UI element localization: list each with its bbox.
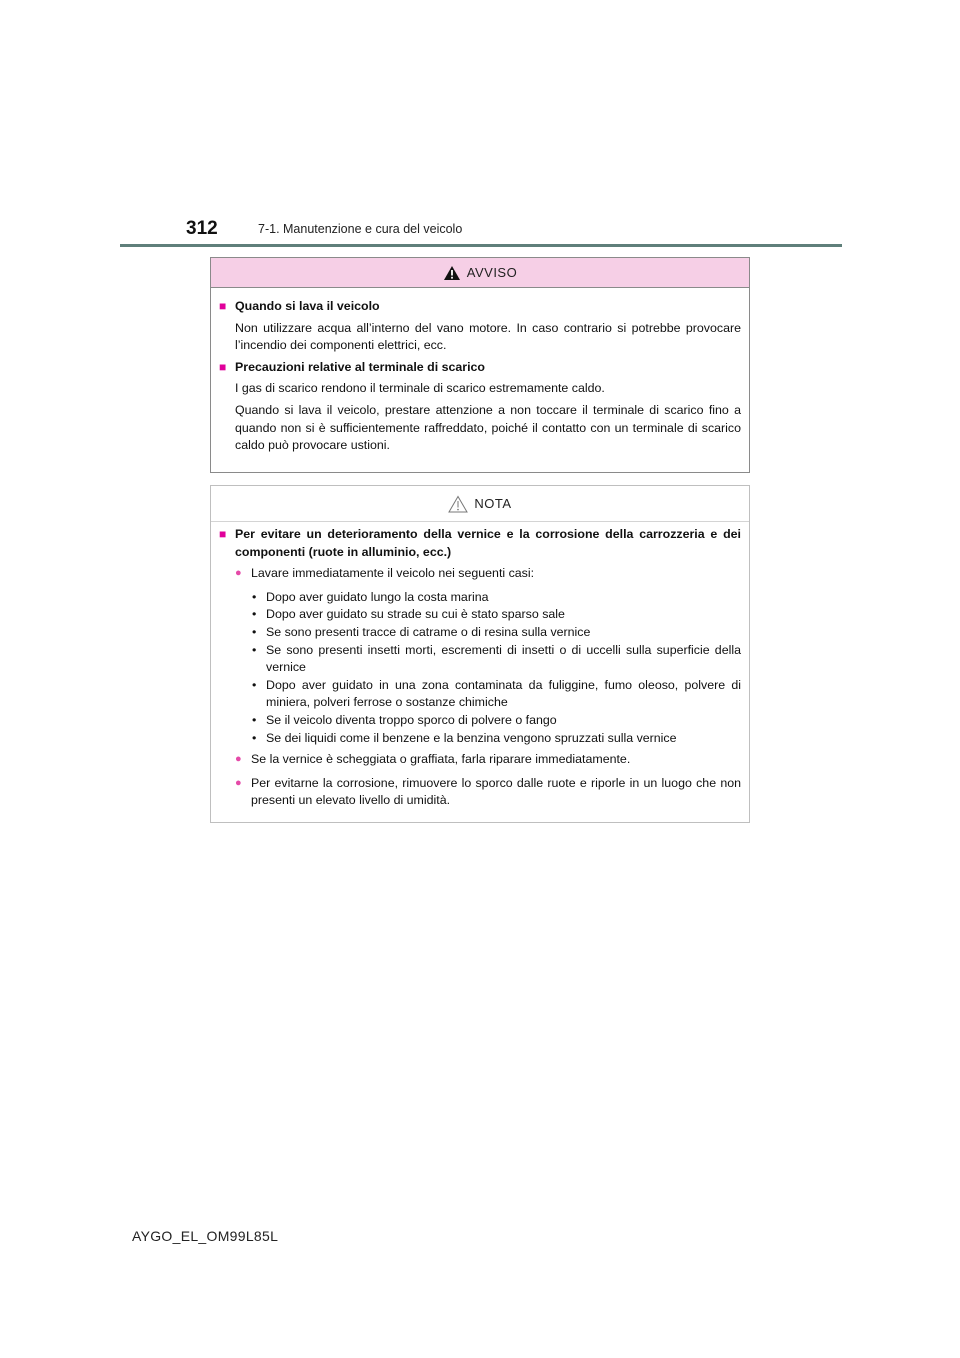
square-bullet-icon: ■ (219, 299, 227, 313)
warning-triangle-icon (443, 265, 461, 281)
warning-paragraph: I gas di scarico rendono il terminale di scarico estremamente caldo. (235, 381, 605, 396)
list-item: • Dopo aver guidato lungo la costa marina (252, 589, 489, 604)
warning-paragraph: Quando si lava il veicolo, prestare attenzione a non toccare il terminale di scarico fino a quando non si è sufficientemente raffreddato, poiché il contatto con un terminale di scarico caldo può provocare ustioni. (235, 402, 741, 453)
warning-item-title (219, 298, 741, 316)
warning-box-body (211, 288, 749, 455)
note-sub-item-text: Se la vernice è scheggiata o graffiata, farla riparare immediatamente. (251, 752, 631, 767)
section-title: 7-1. Manutenzione e cura del veicolo (258, 222, 463, 236)
list-item: • Se sono presenti insetti morti, escrementi di insetti o di uccelli sulla superficie della vernice (252, 642, 741, 675)
document-code: AYGO_EL_OM99L85L (132, 1228, 279, 1244)
note-sub-item (235, 565, 741, 583)
note-box (210, 485, 750, 823)
square-bullet-icon: ■ (219, 527, 227, 541)
caution-outline-icon (448, 495, 468, 513)
list-item: • Dopo aver guidato su strade su cui è stato sparso sale (252, 607, 565, 622)
note-sub-item (235, 775, 741, 810)
list-item: • Se il veicolo diventa troppo sporco di polvere o fango (252, 712, 557, 727)
circle-bullet-icon: ● (235, 776, 242, 789)
note-box-label: NOTA (474, 496, 512, 511)
header-divider (120, 244, 842, 247)
list-item: • Se sono presenti tracce di catrame o di resina sulla vernice (252, 624, 591, 639)
page-number: 312 (186, 218, 218, 239)
note-sub-item-text: Per evitarne la corrosione, rimuovere lo sporco dalle ruote e riporle in un luogo che non presenti un elevato livello di umidità. (251, 775, 741, 808)
note-box-header (211, 486, 749, 522)
warning-item-title (219, 359, 741, 377)
warning-item-title-text: Quando si lava il veicolo (235, 299, 380, 313)
warning-box-header (211, 258, 749, 288)
page-header (120, 214, 842, 248)
list-item: • Se dei liquidi come il benzene e la benzina vengono spruzzati sulla vernice (252, 730, 677, 745)
circle-bullet-icon: ● (235, 753, 242, 766)
warning-box-label: AVVISO (466, 265, 518, 280)
list-item: • Dopo aver guidato in una zona contaminata da fuliggine, fumo oleoso, polvere di miniera, polveri ferrose o sostanze chimiche (252, 677, 741, 710)
note-sub-item-text: Lavare immediatamente il veicolo nei seguenti casi: (251, 566, 535, 581)
note-item-title (219, 526, 741, 561)
cases-list (252, 589, 741, 747)
warning-item-title-text: Precauzioni relative al terminale di scarico (235, 359, 485, 374)
warning-box (210, 257, 750, 473)
note-box-body (211, 522, 749, 810)
note-item-title-text: Per evitare un deterioramento della vernice e la corrosione della carrozzeria e dei componenti (ruote in alluminio, ecc.) (235, 527, 741, 559)
square-bullet-icon: ■ (219, 359, 227, 374)
circle-bullet-icon: ● (235, 567, 242, 580)
note-sub-item (235, 751, 741, 769)
warning-paragraph: Non utilizzare acqua all’interno del vano motore. In caso contrario si potrebbe provocare l’incendio dei componenti elettrici, ecc. (235, 320, 741, 353)
